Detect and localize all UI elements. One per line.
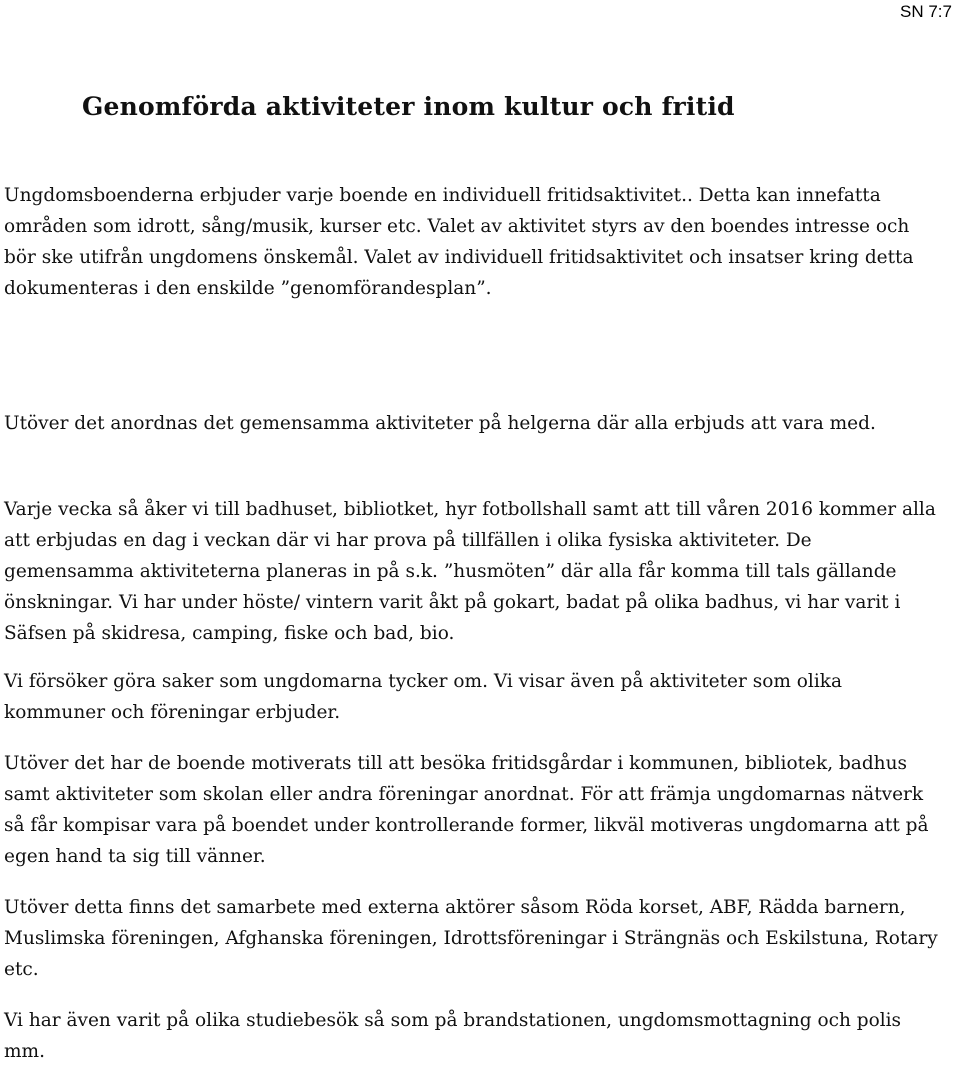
document-title: Genomförda aktiviteter inom kultur och fritid: [82, 92, 735, 121]
paragraph-study-visits: Vi har även varit på olika studiebesök så som på brandstationen, ungdomsmottagning och polis mm.: [4, 1010, 902, 1062]
paragraph-individual-activity: Ungdomsboenderna erbjuder varje boende en individuell fritidsaktivitet.. Detta kan innefatta områden som idrott, sång/musik, kurser etc. Valet av aktivitet styrs av den boendes intresse och bör ske utifrån ungdomens önskemål. Valet av individuell fritidsaktivitet och insatser kring detta dokumenteras i den enskilde ”genomförandesplan”.: [4, 185, 914, 299]
page-number-tag: SN 7:7: [900, 2, 952, 21]
paragraph-weekend-activities: Utöver det anordnas det gemensamma aktiviteter på helgerna där alla erbjuds att vara med.: [4, 413, 876, 434]
paragraph-external-partners: Utöver detta finns det samarbete med externa aktörer såsom Röda korset, ABF, Rädda barnern, Muslimska föreningen, Afghanska föreningen, Idrottsföreningar i Strängnäs och Eskilstuna, Rotary etc.: [4, 897, 938, 980]
paragraph-weekly-activities: Varje vecka så åker vi till badhuset, bibliotket, hyr fotbollshall samt att till våren 2016 kommer alla att erbjudas en dag i veckan där vi har prova på tillfällen i olika fysiska aktiviteter. De gemensamma aktiviteterna planeras in på s.k. ”husmöten” där alla får komma till tals gällande önskningar. Vi har under höste/ vintern varit åkt på gokart, badat på olika badhus, vi har varit i Säfsen på skidresa, camping, fiske och bad, bio.: [4, 499, 936, 644]
paragraph-motivation: Utöver det har de boende motiverats till att besöka fritidsgårdar i kommunen, bibliotek, badhus samt aktiviteter som skolan eller andra föreningar anordnat. För att främja ungdomarnas nätverk så får kompisar vara på boendet under kontrollerande former, likväl motiveras ungdomarna att på egen hand ta sig till vänner.: [4, 753, 929, 867]
paragraph-youth-preferences: Vi försöker göra saker som ungdomarna tycker om. Vi visar även på aktiviteter som olika kommuner och föreningar erbjuder.: [4, 671, 842, 723]
